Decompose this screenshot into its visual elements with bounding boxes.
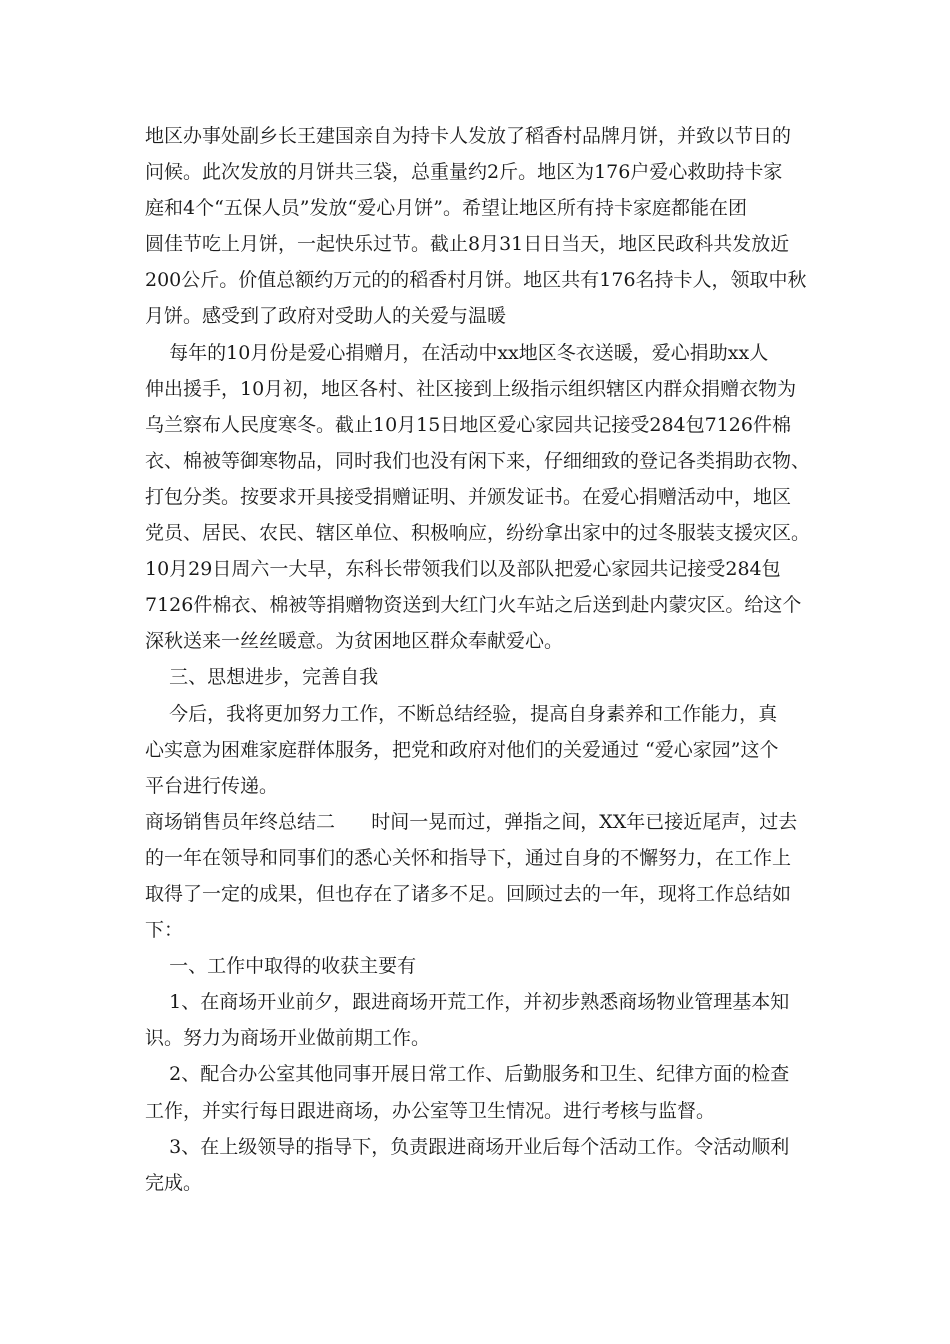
text-line: 打包分类。按要求开具接受捐赠证明、并颁发证书。在爱心捐赠活动中，地区 [145, 485, 792, 508]
text-line: 乌兰察布人民度寒冬。截止10月15日地区爱心家园共记接受284包7126件棉 [145, 413, 791, 436]
text-line: 今后，我将更加努力工作，不断总结经验，提高自身素养和工作能力，真 [145, 702, 778, 725]
text-line: 伸出援手，10月初，地区各村、社区接到上级指示组织辖区内群众捐赠衣物为 [145, 377, 797, 400]
text-line: 圆佳节吃上月饼，一起快乐过节。截止8月31日日当天，地区民政科共发放近 [145, 233, 790, 256]
text-line: 工作，并实行每日跟进商场，办公室等卫生情况。进行考核与监督。 [145, 1099, 716, 1122]
text-line: 月饼。感受到了政府对受助人的关爱与温暖 [145, 305, 507, 328]
text-line: 深秋送来一丝丝暖意。为贫困地区群众奉献爱心。 [145, 630, 564, 653]
list-item: 3、在上级领导的指导下，负责跟进商场开业后每个活动工作。令活动顺利 [145, 1135, 790, 1158]
text-line: 平台进行传递。 [145, 774, 279, 797]
section-heading: 一、工作中取得的收获主要有 [145, 955, 417, 978]
section-heading: 三、思想进步，完善自我 [145, 666, 379, 689]
text-line: 心实意为困难家庭群体服务，把党和政府对他们的关爱通过 “爱心家园”这个 [145, 738, 779, 761]
text-line: 完成。 [145, 1171, 203, 1194]
text-line: 每年的10月份是爱心捐赠月，在活动中xx地区冬衣送暖，爱心捐助xx人 [145, 341, 769, 364]
text-line: 庭和4个“五保人员”发放“爱心月饼”。希望让地区所有持卡家庭都能在团 [145, 197, 747, 220]
text-line: 下： [145, 919, 184, 942]
text-line: 问候。此次发放的月饼共三袋，总重量约2斤。地区为176户爱心救助持卡家 [145, 161, 783, 184]
text-line: 取得了一定的成果，但也存在了诸多不足。回顾过去的一年，现将工作总结如 [145, 882, 792, 905]
list-item: 1、在商场开业前夕，跟进商场开荒工作，并初步熟悉商场物业管理基本知 [145, 991, 790, 1014]
text-line: 7126件棉衣、棉被等捐赠物资送到大红门火车站之后送到赴内蒙灾区。给这个 [145, 594, 802, 617]
text-line: 10月29日周六一大早，东科长带领我们以及部队把爱心家园共记接受284包 [145, 558, 781, 581]
document-body [145, 118, 810, 1201]
text-line: 的一年在领导和同事们的悉心关怀和指导下，通过自身的不懈努力，在工作上 [145, 846, 792, 869]
list-item: 2、配合办公室其他同事开展日常工作、后勤服务和卫生、纪律方面的检查 [145, 1063, 790, 1086]
text-line: 识。努力为商场开业做前期工作。 [145, 1027, 431, 1050]
text-line: 200公斤。价值总额约万元的的稻香村月饼。地区共有176名持卡人，领取中秋 [145, 269, 807, 292]
text-line: 衣、棉被等御寒物品，同时我们也没有闲下来，仔细细致的登记各类捐助衣物、 [145, 449, 810, 472]
text-line: 地区办事处副乡长王建国亲自为持卡人发放了稻香村品牌月饼，并致以节日的 [145, 125, 792, 147]
article-title-line: 商场销售员年终总结二 时间一晃而过，弹指之间，XX年已接近尾声，过去 [145, 810, 798, 833]
text-line: 党员、居民、农民、辖区单位、积极响应，纷纷拿出家中的过冬服装支援灾区。 [145, 522, 810, 545]
